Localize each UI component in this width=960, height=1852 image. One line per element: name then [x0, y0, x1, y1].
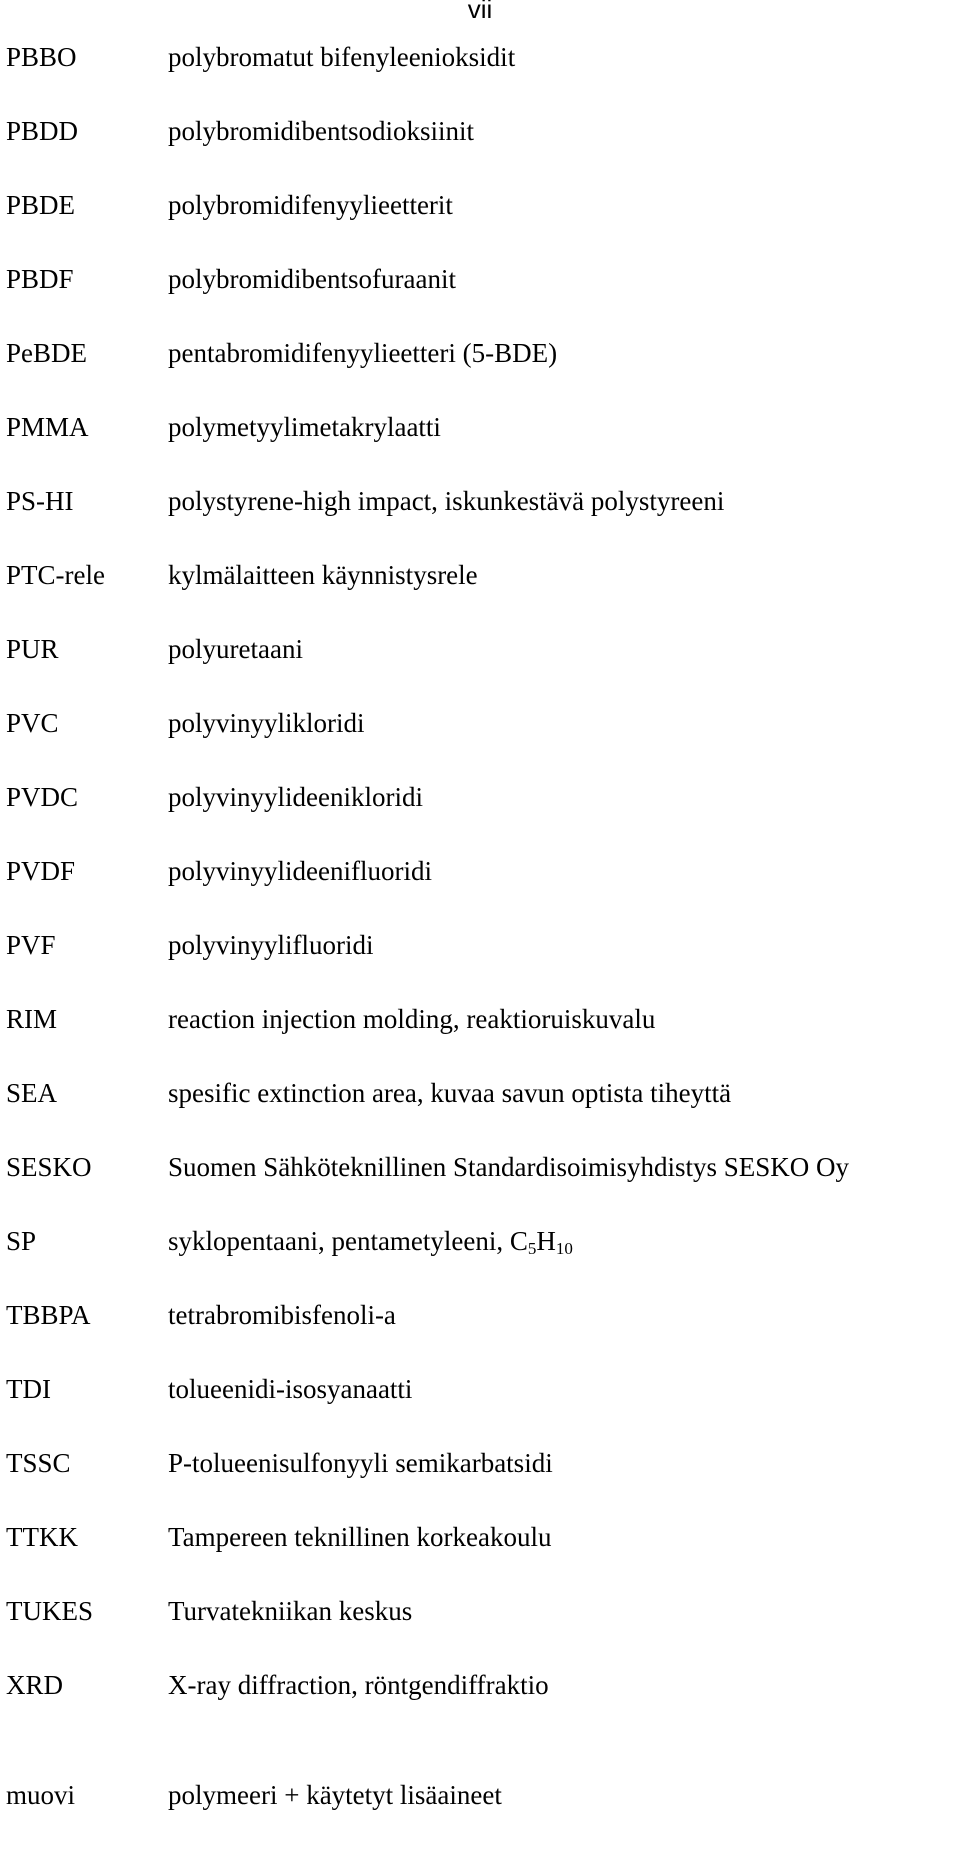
term: TBBPA — [6, 1300, 91, 1330]
definition: Turvatekniikan keskus — [168, 1596, 413, 1626]
term: TUKES — [6, 1596, 93, 1626]
term: SEA — [6, 1078, 58, 1108]
list-item — [6, 780, 960, 854]
list-item — [6, 410, 960, 484]
definition: pentabromidifenyylieetteri (5-BDE) — [168, 338, 558, 368]
list-item — [6, 484, 960, 558]
definition: polybromidibentsodioksiinit — [168, 116, 475, 146]
definition: polyvinyylifluoridi — [168, 930, 374, 960]
definition-text: syklopentaani, pentametyleeni, — [168, 1226, 510, 1256]
list-item — [6, 1594, 960, 1668]
list-item — [6, 1076, 960, 1150]
definition: polyvinyylideenifluoridi — [168, 856, 432, 886]
formula-h-subscript: 10 — [555, 1239, 573, 1258]
list-item — [6, 336, 960, 410]
definition: polybromidifenyylieetterit — [168, 190, 453, 220]
definition: polymetyylimetakrylaatti — [168, 412, 441, 442]
definition: kylmälaitteen käynnistysrele — [168, 560, 478, 590]
list-item — [6, 1002, 960, 1076]
definition: polyvinyylikloridi — [168, 708, 365, 738]
list-item — [6, 114, 960, 188]
definition: polystyrene-high impact, iskunkestävä polystyreeni — [168, 486, 725, 516]
term: SP — [6, 1226, 37, 1256]
abbreviation-list — [6, 40, 960, 1852]
term: TDI — [6, 1374, 51, 1404]
term: RIM — [6, 1004, 58, 1034]
term: PS-HI — [6, 486, 74, 516]
term: TSSC — [6, 1448, 71, 1478]
list-item — [6, 558, 960, 632]
list-item — [6, 854, 960, 928]
list-item — [6, 188, 960, 262]
term: PVF — [6, 930, 56, 960]
list-item — [6, 706, 960, 780]
list-item — [6, 1778, 960, 1852]
term: PBDD — [6, 116, 79, 146]
definition: polybromidibentsofuraanit — [168, 264, 456, 294]
definition: tetrabromibisfenoli-a — [168, 1300, 396, 1330]
formula-c-subscript: 5 — [527, 1239, 537, 1258]
definition: spesific extinction area, kuvaa savun optista tiheyttä — [168, 1078, 732, 1108]
term: PBDF — [6, 264, 74, 294]
term: TTKK — [6, 1522, 78, 1552]
term: PeBDE — [6, 338, 87, 368]
list-item — [6, 1446, 960, 1520]
definition: P-tolueenisulfonyyli semikarbatsidi — [168, 1448, 553, 1478]
definition: reaction injection molding, reaktioruiskuvalu — [168, 1004, 656, 1034]
definition: tolueenidi-isosyanaatti — [168, 1374, 413, 1404]
list-item — [6, 928, 960, 1002]
list-item — [6, 1150, 960, 1224]
list-item — [6, 1224, 960, 1298]
definition — [168, 1224, 960, 1258]
list-item — [6, 632, 960, 706]
list-item — [6, 1520, 960, 1594]
term: PBBO — [6, 42, 77, 72]
definition: X-ray diffraction, röntgendiffraktio — [168, 1670, 549, 1700]
term: PVDF — [6, 856, 76, 886]
term: muovi — [6, 1780, 76, 1810]
term: PMMA — [6, 412, 89, 442]
definition: polymeeri + käytetyt lisäaineet — [168, 1780, 502, 1810]
term: XRD — [6, 1670, 64, 1700]
term: PVDC — [6, 782, 79, 812]
term: SESKO — [6, 1152, 92, 1182]
page-number: vii — [467, 0, 493, 24]
term: PTC-rele — [6, 560, 105, 590]
formula-c: C — [509, 1226, 528, 1256]
definition: polybromatut bifenyleenioksidit — [168, 42, 516, 72]
definition: Suomen Sähköteknillinen Standardisoimisyhdistys SESKO Oy — [168, 1152, 850, 1182]
list-item — [6, 1372, 960, 1446]
list-item — [6, 1298, 960, 1372]
formula-h: H — [536, 1226, 556, 1256]
list-item — [6, 1668, 960, 1742]
list-item — [6, 262, 960, 336]
definition: polyuretaani — [168, 634, 303, 664]
term: PUR — [6, 634, 59, 664]
term: PBDE — [6, 190, 76, 220]
list-item — [6, 40, 960, 114]
definition: Tampereen teknillinen korkeakoulu — [168, 1522, 552, 1552]
definition: polyvinyylideenikloridi — [168, 782, 423, 812]
term: PVC — [6, 708, 59, 738]
